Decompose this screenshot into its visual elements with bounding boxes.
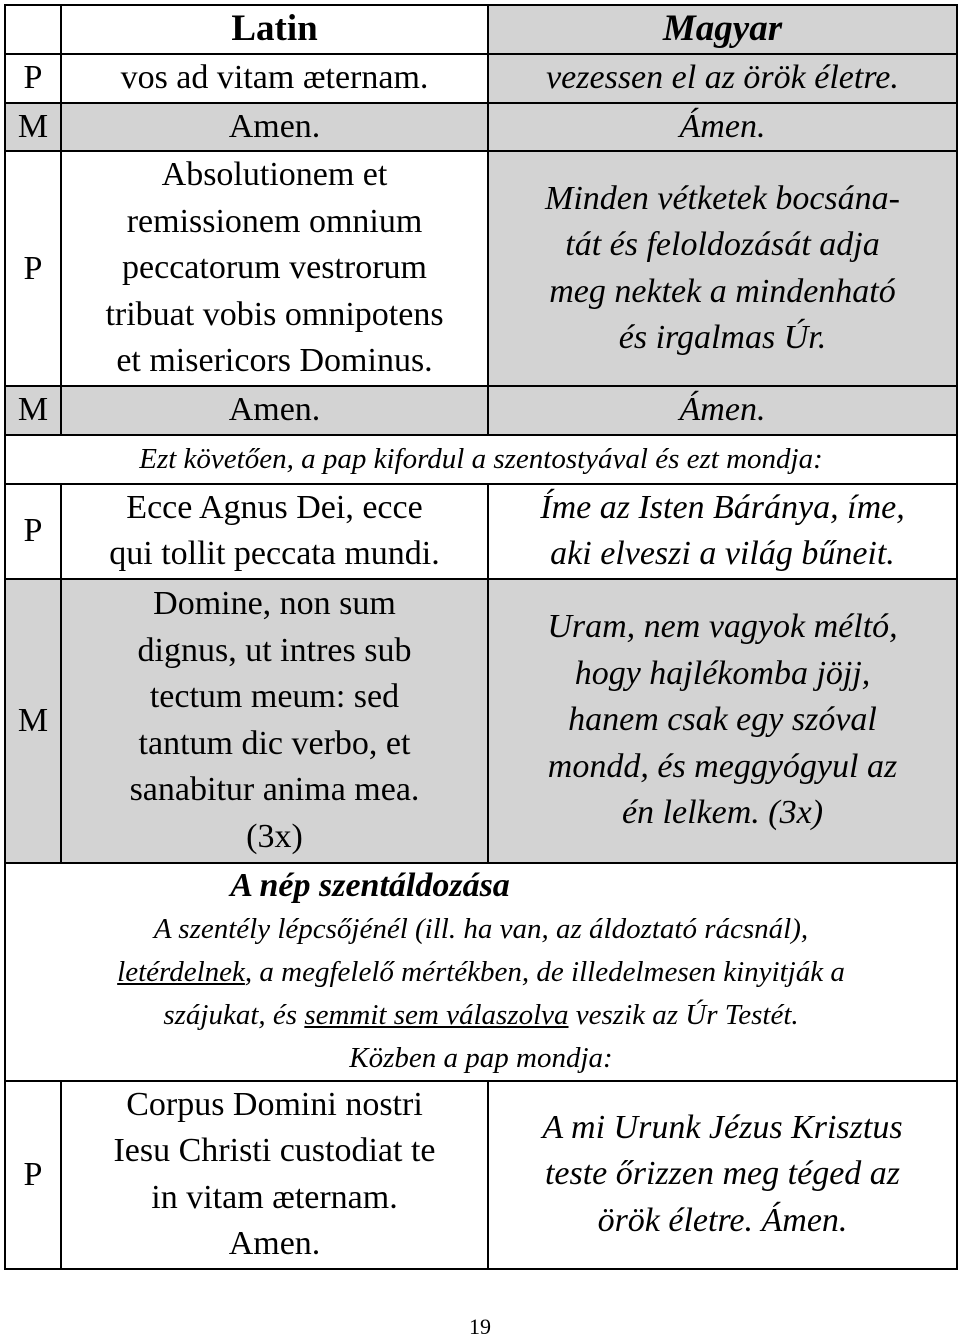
latin-text-line: tectum meum: sed bbox=[149, 678, 400, 715]
page-number: 19 bbox=[469, 1314, 491, 1339]
magyar-text-line: hogy hajlékomba jöjj, bbox=[574, 654, 871, 692]
dialogue-row bbox=[5, 386, 957, 435]
magyar-text-line: én lelkem. (3x) bbox=[621, 794, 824, 832]
latin-text-line: Amen. bbox=[228, 391, 321, 428]
dialogue-row bbox=[5, 103, 957, 152]
latin-text-line: Amen. bbox=[228, 1225, 321, 1262]
latin-text bbox=[61, 54, 488, 103]
rubric-row bbox=[5, 435, 957, 484]
instruction-line bbox=[6, 994, 956, 1037]
latin-text bbox=[61, 103, 488, 152]
header-row bbox=[5, 5, 957, 54]
latin-text-line: qui tollit peccata mundi. bbox=[109, 535, 440, 572]
magyar-text-line: Ámen. bbox=[679, 107, 766, 145]
instruction-row bbox=[5, 863, 957, 1081]
magyar-text-line: Uram, nem vagyok méltó, bbox=[547, 608, 898, 646]
liturgy-table bbox=[4, 4, 958, 1270]
instruction-row-cell bbox=[5, 863, 957, 1081]
magyar-text-line: tát és feloldozását adja bbox=[565, 226, 880, 263]
rubric-text: Ezt követően, a pap kifordul a szentostyával és ezt mondja: bbox=[139, 442, 823, 475]
header-latin: Latin bbox=[61, 5, 488, 54]
header-role-cell bbox=[5, 5, 61, 54]
rubric-row-cell bbox=[5, 435, 957, 484]
latin-text-line: dignus, ut intres sub bbox=[137, 631, 412, 669]
dialogue-row bbox=[5, 151, 957, 386]
dialogue-row bbox=[5, 579, 957, 863]
speaker-role: M bbox=[5, 579, 61, 863]
magyar-text bbox=[488, 54, 957, 103]
latin-text-line: sanabitur anima mea. bbox=[129, 771, 420, 808]
magyar-text-line: örök életre. Ámen. bbox=[597, 1201, 848, 1239]
magyar-text bbox=[488, 386, 957, 435]
latin-text-line: Absolutionem et bbox=[161, 156, 388, 194]
speaker-role: P bbox=[5, 484, 61, 579]
magyar-text-line: vezessen el az örök életre. bbox=[546, 59, 899, 96]
magyar-text-line: hanem csak egy szóval bbox=[568, 701, 877, 739]
magyar-text bbox=[488, 484, 957, 579]
dialogue-row bbox=[5, 484, 957, 579]
instruction-text: veszik az Úr Testét. bbox=[568, 998, 799, 1031]
speaker-role: P bbox=[5, 151, 61, 386]
speaker-role: M bbox=[5, 103, 61, 152]
latin-text-line: remissionem omnium bbox=[126, 202, 423, 240]
latin-text bbox=[61, 579, 488, 863]
magyar-text-line: meg nektek a mindenható bbox=[549, 272, 896, 310]
magyar-text-line: Ámen. bbox=[679, 391, 766, 428]
instruction-text: szájukat, és bbox=[163, 998, 305, 1031]
latin-text-line: Amen. bbox=[228, 107, 321, 145]
instruction-line: Közben a pap mondja: bbox=[349, 1041, 613, 1074]
latin-text-line: (3x) bbox=[246, 817, 303, 855]
latin-text bbox=[61, 1081, 488, 1269]
magyar-text bbox=[488, 1081, 957, 1269]
section-title: A nép szentáldozása bbox=[230, 866, 510, 904]
latin-text-line: Iesu Christi custodiat te bbox=[113, 1132, 436, 1169]
latin-text-line: et misericors Dominus. bbox=[116, 342, 433, 380]
magyar-text-line: teste őrizzen meg téged az bbox=[544, 1155, 901, 1193]
magyar-text bbox=[488, 579, 957, 863]
latin-text-line: tribuat vobis omnipotens bbox=[105, 295, 444, 333]
speaker-role: P bbox=[5, 54, 61, 103]
dialogue-row bbox=[5, 54, 957, 103]
latin-text bbox=[61, 386, 488, 435]
magyar-text-line: aki elveszi a világ bűneit. bbox=[550, 535, 895, 572]
latin-text-line: Ecce Agnus Dei, ecce bbox=[126, 488, 423, 526]
dialogue-row bbox=[5, 1081, 957, 1269]
header-magyar: Magyar bbox=[488, 5, 957, 54]
magyar-text-line: és irgalmas Úr. bbox=[618, 319, 827, 356]
latin-text-line: Corpus Domini nostri bbox=[126, 1085, 423, 1123]
liturgy-page bbox=[4, 4, 956, 1270]
magyar-text-line: Minden vétketek bocsána- bbox=[545, 179, 900, 217]
underlined-text: letérdelnek bbox=[117, 955, 245, 988]
speaker-role: M bbox=[5, 386, 61, 435]
underlined-text: semmit sem válaszolva bbox=[304, 998, 569, 1031]
magyar-text-line: Íme az Isten Báránya, íme, bbox=[540, 488, 905, 526]
speaker-role: P bbox=[5, 1081, 61, 1269]
latin-text bbox=[61, 484, 488, 579]
instruction-text: , a megfelelő mértékben, de illedelmesen kinyitják a bbox=[244, 955, 845, 988]
latin-text bbox=[61, 151, 488, 386]
magyar-text-line: mondd, és meggyógyul az bbox=[547, 747, 898, 785]
latin-text-line: peccatorum vestrorum bbox=[122, 249, 427, 287]
latin-text-line: in vitam æternam. bbox=[151, 1178, 398, 1216]
latin-text-line: tantum dic verbo, et bbox=[138, 724, 411, 762]
magyar-text bbox=[488, 151, 957, 386]
magyar-text bbox=[488, 103, 957, 152]
instruction-line bbox=[6, 951, 956, 994]
instruction-line: A szentély lépcsőjénél (ill. ha van, az áldoztató rácsnál), bbox=[153, 912, 809, 945]
latin-text-line: Domine, non sum bbox=[153, 585, 396, 622]
latin-text-line: vos ad vitam æternam. bbox=[120, 59, 429, 96]
magyar-text-line: A mi Urunk Jézus Krisztus bbox=[542, 1108, 903, 1146]
